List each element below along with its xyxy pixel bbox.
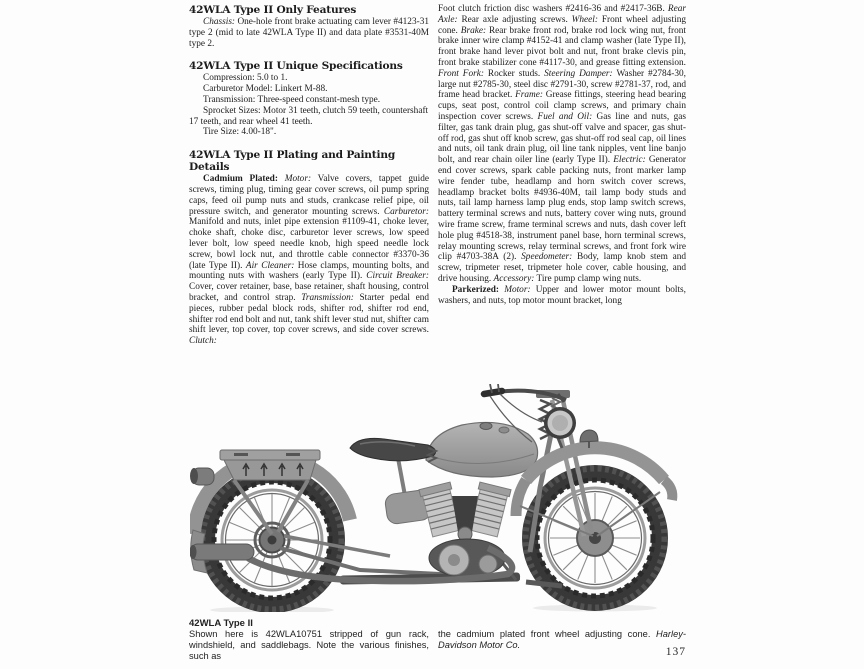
- fuel-tank: [426, 422, 538, 477]
- caption-title: 42WLA Type II: [189, 618, 253, 629]
- filler-cap: [480, 423, 492, 430]
- section-heading: 42WLA Type II Plating and Painting Details: [189, 149, 396, 174]
- section-unique-specifications: [189, 60, 429, 138]
- mirror-stem: [498, 384, 499, 392]
- caption-left-column: [189, 618, 429, 662]
- body-paragraph: Parkerized: Motor: Upper and lower motor mount bolts, washers, and nuts, top motor mount bracket, long: [438, 284, 686, 306]
- muffler: [190, 544, 254, 560]
- right-column: [438, 4, 686, 347]
- section-heading: 42WLA Type II Unique Specifications: [189, 60, 403, 73]
- motorcycle-photo: [190, 384, 690, 612]
- v-twin-engine: [419, 482, 511, 577]
- body-paragraph: Cadmium Plated: Motor: Valve covers, tappet guide screws, timing plug, timing gear cover screws, oil pump spring caps, feed oil pump nuts and studs, crankcase relief pipe, oil pressure switch, and generator mounting screws. Carburetor: Manifold and nuts, inlet pipe extension #1109-41, choke lever, choke shaft, choke disc, carburetor lever screws, low speed lever bolt, low speed needle knob, high speed needle lock screw, bowl lock nut, and throttle cable connector #3370-36 (late Type II). Air Cleaner: Hose clamps, mounting bolts, and mounting nuts with washers (early Type II). Circuit Breaker: Cover, cover retainer, base, base retainer, shaft housing, control bracket, and control strap. Transmission: Starter pedal end pieces, rubber pedal block rods, shifter rod, shifter rod end, shifter rod end bolt and nut, tank shift lever stud nut, shifter cam shift lever, top cover, top cover screws, and side cover screws. Clutch:: [189, 174, 430, 347]
- text-columns: [189, 4, 686, 347]
- tail-light: [190, 468, 214, 485]
- section-heading: 42WLA Type II Only Features: [189, 4, 357, 16]
- fender-marker-lamp: [580, 430, 598, 442]
- caption-text: Shown here is 42WLA10751 stripped of gun rack, windshield, and saddlebags. Note the various finishes, such as: [189, 629, 429, 661]
- section-only-features: [189, 4, 429, 49]
- spec-line: Compression: 5.0 to 1.: [203, 73, 288, 84]
- filler-cap: [499, 427, 509, 433]
- body-paragraph: Chassis: One-hole front brake actuating cam lever #4123-31 type 2 (mid to late 42WLA Type II) and data plate #3531-40M type 2.: [189, 17, 429, 49]
- caption-text: the cadmium plated front wheel adjusting cone. Harley-Davidson Motor Co.: [438, 629, 686, 650]
- spec-line: Tire Size: 4.00-18".: [203, 127, 277, 138]
- motorcycle-figure: [190, 384, 690, 612]
- page-number: 137: [665, 646, 686, 658]
- saddle-seat: [350, 438, 436, 462]
- spec-line: Transmission: Three-speed constant-mesh type.: [203, 94, 381, 105]
- section-plating-painting: [189, 149, 429, 347]
- rear-wheel: [203, 471, 342, 610]
- body-paragraph: Foot clutch friction disc washers #2416-36 and #2417-36B. Rear Axle: Rear axle adjusting screws. Wheel: Front wheel adjusting cone. Brake: Rear brake front rod, brake rod lock wing nut, front brake inner wire clamp #4152-41 and clamp washer (late Type II), front brake hand lever pivot bolt and nut, front brake clevis pin, front brake stabilizer cone #4117-30, and grease fitting extension. Front Fork: Rocker studs. Steering Damper: Washer #2784-30, large nut #2785-30, steel disc #2791-30, screw #2781-37, rod, and frame head bracket. Frame: Grease fittings, steering head bearing cups, seat post, control coil clamp screws, and primary chain inspection cover screws. Fuel and Oil: Gas line and nuts, gas filter, gas tank drain plug, gas shut-off valve and spacer, gas shut-off rod, gas shut off knob screw, gas shut-off rod seal cap, oil lines and nuts, oil tank drain plug, oil line tank nipples, vent line banjo bolt, and rear chain oiler line (early Type II). Electric: Generator end cover screws, spark cable packing nuts, front marker lamp wire fender tube, headlamp and horn switch cover screws, headlamp bracket bolts #4936-40M, tail lamp body studs and nuts, tail lamp harness lamp plug ends, stop lamp switch screws, battery terminal screws and nuts, battery cover wing nuts, ground wire frame screw, frame terminal screws and nuts, dash cover left hole plug #4518-38, instrument panel base, horn terminal screws, relay mounting screws, relay terminal screws, and front fork wire clip #4703-38A (2). Speedometer: Body, lamp knob stem and screw, tripmeter reset, tripmeter hole cover, cable housing, and drive housing. Accessory: Tire pump clamp wing nuts.: [438, 4, 687, 284]
- left-column: [189, 4, 429, 347]
- figure-caption: [189, 618, 686, 662]
- spec-line: Carburetor Model: Linkert M-88.: [203, 84, 328, 95]
- spec-line: Sprocket Sizes: Motor 31 teeth, clutch 59 teeth, countershaft 17 teeth, and rear wheel 41 teeth.: [189, 105, 429, 127]
